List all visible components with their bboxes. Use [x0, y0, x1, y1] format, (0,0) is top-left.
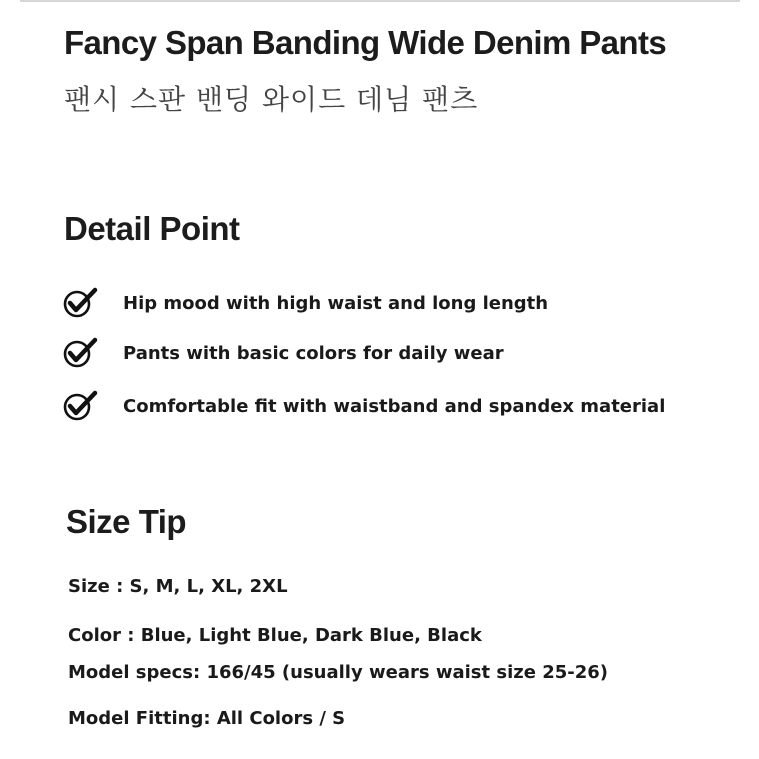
checkmark-circle-icon — [62, 390, 100, 422]
detail-point-item — [62, 287, 548, 319]
size-spec: Size : S, M, L, XL, 2XL — [68, 576, 288, 597]
checkmark-circle-icon — [62, 337, 100, 369]
product-title: Fancy Span Banding Wide Denim Pants — [64, 24, 667, 61]
size-tip-heading: Size Tip — [66, 503, 187, 540]
model-specs: Model specs: 166/45 (usually wears waist size 25-26) — [68, 662, 608, 683]
detail-point-item — [62, 390, 665, 422]
detail-point-text: Pants with basic colors for daily wear — [123, 342, 504, 364]
detail-point-text: Comfortable fit with waistband and spandex material — [123, 395, 666, 417]
detail-point-heading: Detail Point — [64, 210, 240, 247]
model-fitting: Model Fitting: All Colors / S — [68, 708, 346, 729]
color-spec: Color : Blue, Light Blue, Dark Blue, Black — [68, 625, 482, 646]
checkmark-circle-icon — [62, 287, 100, 319]
top-divider — [20, 0, 740, 2]
detail-point-text: Hip mood with high waist and long length — [123, 292, 549, 314]
product-title-korean: 팬시 스판 밴딩 와이드 데님 팬츠 — [64, 83, 479, 116]
detail-point-item — [62, 337, 504, 369]
